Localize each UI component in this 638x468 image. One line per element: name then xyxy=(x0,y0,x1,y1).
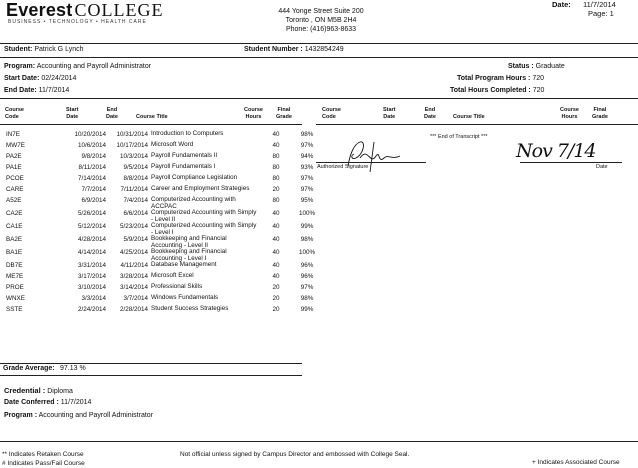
course-code: PA2E xyxy=(6,153,22,160)
course-grade: 99% xyxy=(300,223,314,230)
course-code: CARE xyxy=(6,186,24,193)
status-row xyxy=(508,63,565,70)
course-grade: 94% xyxy=(300,153,314,160)
credential-value: Diploma xyxy=(47,388,73,395)
course-start-date: 3/3/2014 xyxy=(81,295,106,302)
footer-associated: + Indicates Associated Course xyxy=(532,459,620,466)
course-start-date: 5/26/2014 xyxy=(77,210,106,217)
course-end-date: 4/25/2014 xyxy=(119,249,148,256)
course-end-date: 3/7/2014 xyxy=(123,295,148,302)
course-start-date: 9/8/2014 xyxy=(81,153,106,160)
course-title: Introduction to Computers xyxy=(151,130,224,137)
total-hours-row xyxy=(457,75,544,82)
student-number-label: Student Number : xyxy=(244,46,303,53)
date-label: Date: xyxy=(552,0,571,9)
right-col-start-line1: Start xyxy=(383,107,396,113)
right-col-hours-line1: Course xyxy=(560,107,579,113)
student-label: Student: xyxy=(4,46,33,53)
course-hours: 80 xyxy=(272,197,280,204)
footer-passfail: # Indicates Pass/Fail Course xyxy=(2,460,85,467)
program-divider xyxy=(0,98,638,99)
right-col-hours-header xyxy=(560,107,579,121)
col-code-line2: Code xyxy=(5,114,19,120)
right-col-end-line1: End xyxy=(424,107,436,113)
col-title-header: Course Title xyxy=(136,114,168,120)
course-title: Professional Skills xyxy=(151,283,203,290)
col-hours-line1: Course xyxy=(244,107,263,113)
handwritten-date: Nov 7/14 xyxy=(516,140,596,162)
credential-label: Credential : xyxy=(4,386,46,395)
course-start-date: 7/14/2014 xyxy=(77,175,106,182)
student-name: Patrick G Lynch xyxy=(34,46,84,53)
course-end-date: 7/11/2014 xyxy=(120,186,148,193)
right-col-end-line2: Date xyxy=(424,114,436,120)
logo-word-bold: Everest xyxy=(6,0,73,20)
course-grade: 95% xyxy=(300,197,314,204)
program-label: Program: xyxy=(4,63,36,70)
status-value: Graduate xyxy=(535,63,565,70)
course-title: Microsoft Word xyxy=(151,141,194,148)
course-grade: 98% xyxy=(300,236,314,243)
course-end-date: 10/3/2014 xyxy=(119,153,148,160)
program-final-row xyxy=(4,412,153,419)
col-grade-line1: Final xyxy=(277,107,291,113)
course-start-date: 10/20/2014 xyxy=(74,131,106,138)
course-code: PROE xyxy=(6,284,24,291)
course-hours: 40 xyxy=(272,236,280,243)
course-grade: 98% xyxy=(300,295,314,302)
right-col-start-header xyxy=(383,107,396,121)
course-hours: 40 xyxy=(272,249,280,256)
course-title: Computerized Accounting with ACCPAC xyxy=(151,196,236,210)
school-tagline: BUSINESS • TECHNOLOGY • HEALTH CARE xyxy=(8,19,147,25)
course-code: PA1E xyxy=(6,164,22,171)
date-line xyxy=(520,162,622,163)
end-date-label: End Date: xyxy=(4,87,37,94)
course-start-date: 3/31/2014 xyxy=(77,262,106,269)
logo-word-light: COLLEGE xyxy=(74,0,164,20)
col-hours-line2: Hours xyxy=(245,114,262,120)
course-start-date: 10/6/2014 xyxy=(77,142,106,149)
grade-average-value: 97.13 % xyxy=(60,365,86,372)
course-title: Payroll Fundamentals II xyxy=(151,152,218,159)
course-grade: 97% xyxy=(300,142,314,149)
end-of-transcript: *** End of Transcript *** xyxy=(430,134,488,140)
course-grade: 93% xyxy=(300,164,314,171)
col-end-header xyxy=(106,107,118,121)
footer-notice: Not official unless signed by Campus Director and embossed with College Seal. xyxy=(180,451,410,458)
conferred-value: 11/7/2014 xyxy=(60,399,92,406)
course-title: Computerized Accounting with Simply - Level II xyxy=(151,209,257,223)
course-end-date: 7/4/2014 xyxy=(123,197,148,204)
course-title: Payroll Compliance Legislation xyxy=(151,174,238,181)
course-code: CA1E xyxy=(6,223,23,230)
right-col-code-line1: Course xyxy=(322,107,341,113)
program-final-label: Program : xyxy=(4,412,38,419)
courses-body xyxy=(4,131,321,317)
course-end-date: 10/17/2014 xyxy=(116,142,148,149)
course-grade: 97% xyxy=(300,284,314,291)
completed-hours-label: Total Hours Completed : xyxy=(450,87,531,94)
col-start-header xyxy=(66,107,79,121)
course-grade: 96% xyxy=(300,262,314,269)
col-end-line1: End xyxy=(106,107,118,113)
date-value: 11/7/2014 xyxy=(583,0,616,9)
course-hours: 40 xyxy=(272,262,280,269)
header-divider xyxy=(0,43,638,44)
right-col-code-header xyxy=(322,107,341,121)
course-start-date: 5/12/2014 xyxy=(77,223,106,230)
program-final-value: Accounting and Payroll Administrator xyxy=(38,412,154,419)
course-start-date: 6/9/2014 xyxy=(81,197,106,204)
page-number: Page: 1 xyxy=(588,9,614,18)
course-grade: 97% xyxy=(300,186,314,193)
course-title: Windows Fundamentals xyxy=(151,294,219,301)
course-start-date: 4/28/2014 xyxy=(77,236,106,243)
right-col-grade-line2: Grade xyxy=(592,114,608,120)
course-hours: 80 xyxy=(272,164,280,171)
total-hours-value: 720 xyxy=(532,75,545,82)
course-hours: 40 xyxy=(272,223,280,230)
course-hours: 80 xyxy=(272,175,280,182)
col-start-line2: Date xyxy=(66,114,79,120)
school-logo xyxy=(6,0,163,21)
start-date-label: Start Date: xyxy=(4,75,40,82)
school-phone: Phone: (416)963-8633 xyxy=(285,26,357,33)
course-end-date: 3/28/2014 xyxy=(119,273,148,280)
course-row xyxy=(4,306,321,317)
course-end-date: 2/28/2014 xyxy=(119,306,148,313)
course-end-date: 3/14/2014 xyxy=(119,284,148,291)
program-name: Accounting and Payroll Administrator xyxy=(36,63,152,70)
course-grade: 100% xyxy=(298,210,316,217)
col-hours-header xyxy=(244,107,263,121)
student-divider xyxy=(0,57,638,58)
authorized-signature-label: Authorized Signature xyxy=(317,164,369,170)
right-col-title-header: Course Title xyxy=(453,114,485,120)
course-hours: 20 xyxy=(272,284,280,291)
conferred-label: Date Conferred : xyxy=(4,399,59,406)
course-end-date: 8/8/2014 xyxy=(123,175,148,182)
course-end-date: 4/11/2014 xyxy=(120,262,148,269)
end-date: 11/7/2014 xyxy=(38,87,70,94)
student-number-row xyxy=(244,46,344,53)
course-title: Payroll Fundamentals I xyxy=(151,163,216,170)
course-code: BA1E xyxy=(6,249,23,256)
col-code-header xyxy=(5,107,24,121)
col-start-line1: Start xyxy=(66,107,79,113)
address-line-2: Toronto , ON M5B 2H4 xyxy=(285,17,357,24)
course-title: Microsoft Excel xyxy=(151,272,194,279)
conferred-row xyxy=(4,399,91,406)
course-start-date: 4/14/2014 xyxy=(77,249,106,256)
end-date-row xyxy=(4,87,69,94)
course-code: MW7E xyxy=(6,142,25,149)
col-grade-line2: Grade xyxy=(276,114,292,120)
course-start-date: 8/11/2014 xyxy=(78,164,106,171)
course-end-date: 5/23/2014 xyxy=(119,223,148,230)
course-code: WNXE xyxy=(6,295,25,302)
course-hours: 80 xyxy=(272,153,280,160)
course-hours: 20 xyxy=(272,295,280,302)
completed-hours-row xyxy=(450,87,544,94)
grade-average-label: Grade Average: xyxy=(3,365,55,372)
signature-date-label: Date xyxy=(596,164,608,170)
col-grade-header xyxy=(276,107,292,121)
right-col-code-line2: Code xyxy=(322,114,336,120)
student-name-row xyxy=(4,46,84,53)
right-col-grade-header xyxy=(592,107,608,121)
course-title: Student Success Strategies xyxy=(151,305,229,312)
credential-row xyxy=(4,386,73,395)
course-end-date: 9/5/2014 xyxy=(123,164,148,171)
course-code: SSTE xyxy=(6,306,23,313)
course-hours: 40 xyxy=(272,273,280,280)
course-end-date: 6/6/2014 xyxy=(123,210,148,217)
course-hours: 20 xyxy=(272,306,280,313)
total-hours-label: Total Program Hours : xyxy=(457,75,531,82)
course-hours: 40 xyxy=(272,142,280,149)
footer-divider xyxy=(0,441,638,442)
course-code: PCOE xyxy=(6,175,24,182)
right-col-hours-line2: Hours xyxy=(561,114,578,120)
course-code: A52E xyxy=(6,197,22,204)
student-number: 1432854249 xyxy=(304,46,344,53)
course-code: ME7E xyxy=(6,273,24,280)
address-line-1: 444 Yonge Street Suite 200 xyxy=(278,8,364,15)
course-title: Bookkeeping and Financial Accounting - Level II xyxy=(151,235,227,249)
courses-table xyxy=(4,131,321,317)
start-date: 02/24/2014 xyxy=(41,75,77,82)
col-end-line2: Date xyxy=(106,114,118,120)
right-header-divider xyxy=(316,124,638,125)
signature-line xyxy=(316,162,426,163)
course-grade: 97% xyxy=(300,175,314,182)
grade-average-box xyxy=(0,363,302,376)
right-col-end-header xyxy=(424,107,436,121)
course-code: BA2E xyxy=(6,236,23,243)
program-row xyxy=(4,63,151,70)
footer-retaken: ** Indicates Retaken Course xyxy=(2,451,84,458)
col-code-line1: Course xyxy=(5,107,24,113)
course-start-date: 7/7/2014 xyxy=(81,186,106,193)
school-address xyxy=(256,7,386,34)
course-title: Career and Employment Strategies xyxy=(151,185,250,192)
course-start-date: 3/17/2014 xyxy=(77,273,106,280)
course-hours: 40 xyxy=(272,210,280,217)
course-grade: 96% xyxy=(300,273,314,280)
course-title: Computerized Accounting with Simply - Level I xyxy=(151,222,257,236)
right-col-grade-line1: Final xyxy=(593,107,607,113)
course-grade: 99% xyxy=(300,306,314,313)
course-hours: 40 xyxy=(272,131,280,138)
left-header-divider xyxy=(0,124,302,125)
course-code: IN7E xyxy=(6,131,20,138)
course-title: Database Management xyxy=(151,261,217,268)
status-label: Status : xyxy=(508,63,534,70)
course-grade: 100% xyxy=(298,249,316,256)
right-col-start-line2: Date xyxy=(383,114,396,120)
course-end-date: 5/9/2014 xyxy=(123,236,148,243)
start-date-row xyxy=(4,75,76,82)
course-start-date: 2/24/2014 xyxy=(77,306,106,313)
course-end-date: 10/31/2014 xyxy=(116,131,148,138)
course-grade: 98% xyxy=(300,131,314,138)
completed-hours-value: 720 xyxy=(532,87,545,94)
course-title: Bookkeeping and Financial Accounting - Level I xyxy=(151,248,227,262)
course-hours: 20 xyxy=(272,186,280,193)
course-code: CA2E xyxy=(6,210,23,217)
course-code: DB7E xyxy=(6,262,23,269)
course-start-date: 3/10/2014 xyxy=(77,284,106,291)
